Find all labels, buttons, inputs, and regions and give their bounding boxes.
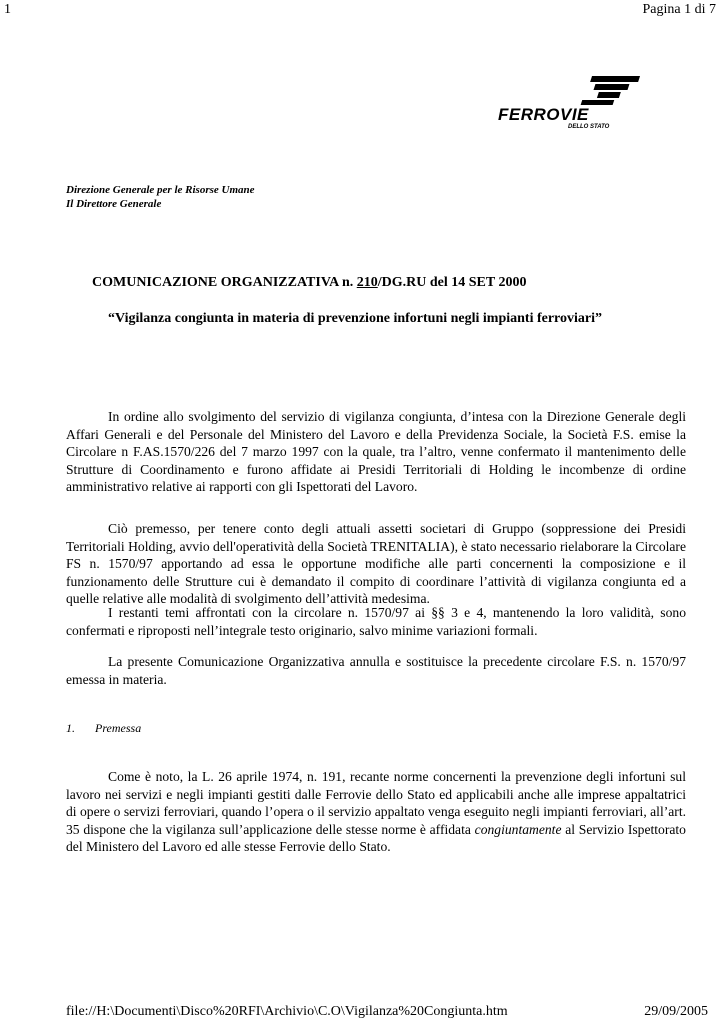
file-path: file://H:\Documenti\Disco%20RFI\Archivio\C.O\Vigilanza%20Congiunta.htm: [66, 1004, 508, 1019]
paragraph-emphasis: congiuntamente: [474, 821, 562, 837]
department-block: [66, 183, 255, 211]
page-count: Pagina 1 di 7: [642, 2, 716, 17]
title-prefix: COMUNICAZIONE ORGANIZZATIVA n.: [92, 275, 357, 290]
paragraph-text: Ciò premesso, per tenere conto degli attuali assetti societari di Gruppo (soppressione dei Presidi Territoriali Holding, avvio dell'operatività della Società TRENITALIA), è stato necessario rielaborare la Circolare FS n. 1570/97 apportando ad essa le opportune modifiche alle parti concernenti la composizione e il funzionamento delle Strutture cui è demandato il compito di coordinare l’attività di vigilanza congiunta ed a quelle relative alle modalità di svolgimento dell’attività medesima.: [66, 521, 686, 606]
paragraph-text: La presente Comunicazione Organizzativa annulla e sostituisce la precedente circolare F.S. n. 1570/97 emessa in materia.: [66, 654, 686, 687]
paragraph: [66, 408, 686, 496]
paragraph: [66, 653, 686, 688]
communication-title: [92, 275, 526, 291]
paragraph: [66, 520, 686, 608]
page-footer: [0, 1004, 724, 1022]
print-date: 29/09/2005: [644, 1004, 708, 1019]
fs-logo-icon: [496, 70, 648, 130]
department-name: Direzione Generale per le Risorse Umane: [66, 184, 255, 196]
section-heading: [66, 721, 141, 736]
page-header: [0, 2, 724, 20]
section-number: 1.: [66, 721, 75, 735]
title-number: 210: [356, 275, 378, 290]
section-title: Premessa: [95, 721, 142, 735]
logo-text: FERROVIE: [498, 105, 589, 124]
paragraph-text-end: al Servizio Ispettorato del Ministero del Lavoro ed alle stesse Ferrovie dello Stato.: [66, 821, 686, 854]
paragraph-text: In ordine allo svolgimento del servizio di vigilanza congiunta, d’intesa con la Direzione Generale degli Affari Generali e del Personale del Ministero del Lavoro e della Previdenza Sociale, la Società F.S. emise la Circolare n F.AS.1570/226 del 7 marzo 1997 con la quale, tra l’altro, venne confermato il mantenimento delle Strutture di Coordinamento e furono affidate ai Presidi Territoriali di Holding le incombenze di ordine amministrativo relative ai rapporti con gli Ispettorati del Lavoro.: [66, 409, 686, 494]
paragraph: [66, 768, 686, 856]
ferrovie-logo: [496, 70, 648, 130]
page-number: 1: [4, 2, 11, 17]
paragraph: [66, 604, 686, 639]
communication-subject: “Vigilanza congiunta in materia di prevenzione infortuni negli impianti ferroviari”: [108, 311, 603, 326]
logo-subtext: DELLO STATO: [568, 124, 610, 130]
paragraph-text: I restanti temi affrontati con la circolare n. 1570/97 ai §§ 3 e 4, mantenendo la loro validità, sono confermati e riproposti nell’integrale testo originario, salvo minime variazioni formali.: [66, 605, 686, 638]
director-title: Il Direttore Generale: [66, 198, 162, 210]
title-suffix: /DG.RU del 14 SET 2000: [377, 275, 527, 290]
paragraph-text: Come è noto, la L. 26 aprile 1974, n. 191, recante norme concernenti la prevenzione degli infortuni sul lavoro nei servizi e negli impianti gestiti dalle Ferrovie dello Stato ed applicabili anche alle imprese appaltatrici di opere o servizi ferroviari, quando l’opera o il servizio appaltato venga eseguito negli impianti ferroviari, all’art. 35 dispone che la vigilanza sull’applicazione delle stesse norme è affidata: [66, 769, 686, 837]
